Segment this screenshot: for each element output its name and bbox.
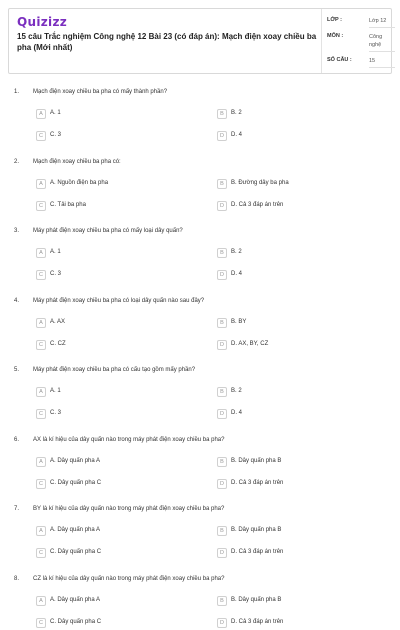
answer-option[interactable] bbox=[36, 387, 206, 399]
option-text: A. Dây quấn pha A bbox=[50, 458, 101, 464]
answer-option[interactable] bbox=[36, 340, 206, 352]
option-letter-box[interactable]: B bbox=[217, 248, 227, 258]
answer-option[interactable] bbox=[217, 340, 387, 352]
option-text: C. Tải ba pha bbox=[50, 202, 86, 208]
option-text: C. Dây quấn pha C bbox=[50, 549, 102, 555]
option-text: A. AX bbox=[50, 319, 66, 325]
option-letter-box[interactable]: C bbox=[36, 340, 46, 350]
option-letter-box[interactable]: B bbox=[217, 387, 227, 397]
option-letter-box[interactable]: B bbox=[217, 596, 227, 606]
answer-option[interactable] bbox=[36, 179, 206, 191]
option-letter-box[interactable]: B bbox=[217, 457, 227, 467]
meta-count-value: 15 bbox=[369, 58, 376, 64]
answer-option[interactable] bbox=[36, 318, 206, 330]
question-number: 1. bbox=[14, 89, 20, 95]
answer-option[interactable] bbox=[217, 479, 387, 491]
option-text: D. Cả 3 đáp án trên bbox=[231, 619, 284, 625]
answer-option[interactable] bbox=[217, 109, 387, 121]
meta-count-label: SỐ CÂU : bbox=[327, 57, 352, 63]
meta-underline bbox=[369, 51, 395, 52]
quizizz-logo: Quizizz bbox=[17, 15, 68, 29]
option-letter-box[interactable]: D bbox=[217, 548, 227, 558]
option-letter-box[interactable]: D bbox=[217, 270, 227, 280]
question-number: 4. bbox=[14, 298, 20, 304]
answer-option[interactable] bbox=[36, 618, 206, 630]
answer-option[interactable] bbox=[36, 131, 206, 143]
answer-option[interactable] bbox=[36, 548, 206, 560]
answer-option[interactable] bbox=[217, 387, 387, 399]
question-number: 8. bbox=[14, 576, 20, 582]
answer-option[interactable] bbox=[217, 248, 387, 260]
option-letter-box[interactable]: A bbox=[36, 318, 46, 328]
option-text: C. CZ bbox=[50, 341, 66, 347]
answer-option[interactable] bbox=[36, 457, 206, 469]
option-text: A. 1 bbox=[50, 110, 61, 116]
header-divider bbox=[321, 9, 322, 73]
answer-option[interactable] bbox=[36, 248, 206, 260]
option-text: B. 2 bbox=[231, 249, 242, 255]
question-number: 5. bbox=[14, 367, 20, 373]
meta-grade-label: LỚP : bbox=[327, 17, 342, 23]
question-number: 7. bbox=[14, 506, 20, 512]
question-text: Máy phát điện xoay chiều ba pha có loại dây quấn nào sau đây? bbox=[33, 298, 205, 304]
question-text: Mạch điện xoay chiều ba pha có: bbox=[33, 159, 121, 165]
option-text: D. Cả 3 đáp án trên bbox=[231, 549, 284, 555]
option-letter-box[interactable]: B bbox=[217, 318, 227, 328]
option-letter-box[interactable]: C bbox=[36, 618, 46, 628]
option-text: C. 3 bbox=[50, 271, 62, 277]
option-letter-box[interactable]: B bbox=[217, 526, 227, 536]
option-letter-box[interactable]: B bbox=[217, 179, 227, 189]
option-letter-box[interactable]: A bbox=[36, 179, 46, 189]
meta-underline bbox=[369, 67, 395, 68]
answer-option[interactable] bbox=[36, 409, 206, 421]
option-text: D. 4 bbox=[231, 410, 243, 416]
option-letter-box[interactable]: D bbox=[217, 201, 227, 211]
meta-underline bbox=[369, 27, 395, 28]
option-text: B. BY bbox=[231, 319, 247, 325]
answer-option[interactable] bbox=[36, 479, 206, 491]
option-text: B. Dây quấn pha B bbox=[231, 527, 282, 533]
question-number: 2. bbox=[14, 159, 20, 165]
option-text: D. 4 bbox=[231, 132, 243, 138]
answer-option[interactable] bbox=[36, 201, 206, 213]
option-letter-box[interactable]: C bbox=[36, 201, 46, 211]
meta-subject-label: MÔN : bbox=[327, 33, 344, 39]
option-text: C. 3 bbox=[50, 132, 62, 138]
meta-subject-value: Công nghệ bbox=[369, 34, 383, 48]
worksheet-header bbox=[8, 8, 392, 74]
answer-option[interactable] bbox=[217, 596, 387, 608]
worksheet-title: 15 câu Trắc nghiệm Công nghệ 12 Bài 23 (có đáp án): Mạch điện xoay chiều ba pha (Mới nhất) bbox=[17, 32, 317, 52]
answer-option[interactable] bbox=[217, 618, 387, 630]
option-letter-box[interactable]: C bbox=[36, 131, 46, 141]
question-number: 3. bbox=[14, 228, 20, 234]
answer-option[interactable] bbox=[217, 131, 387, 143]
option-text: D. AX, BY, CZ bbox=[231, 341, 269, 347]
option-text: A. Dây quấn pha A bbox=[50, 597, 101, 603]
option-letter-box[interactable]: C bbox=[36, 409, 46, 419]
option-text: B. 2 bbox=[231, 110, 242, 116]
option-text: D. Cả 3 đáp án trên bbox=[231, 202, 284, 208]
option-text: C. Dây quấn pha C bbox=[50, 480, 102, 486]
question-text: Máy phát điện xoay chiều ba pha có cấu tạo gồm mấy phần? bbox=[33, 367, 196, 373]
answer-option[interactable] bbox=[217, 201, 387, 213]
option-letter-box[interactable]: A bbox=[36, 248, 46, 258]
option-letter-box[interactable]: D bbox=[217, 409, 227, 419]
answer-option[interactable] bbox=[217, 318, 387, 330]
answer-option[interactable] bbox=[217, 548, 387, 560]
question-text: Máy phát điện xoay chiều ba pha có mấy loại dây quấn? bbox=[33, 228, 183, 234]
option-text: C. 3 bbox=[50, 410, 62, 416]
option-letter-box[interactable]: D bbox=[217, 340, 227, 350]
option-text: D. Cả 3 đáp án trên bbox=[231, 480, 284, 486]
answer-option[interactable] bbox=[217, 457, 387, 469]
option-text: A. Dây quấn pha A bbox=[50, 527, 101, 533]
question-text: AX là kí hiệu của dây quấn nào trong máy phát điện xoay chiều ba pha? bbox=[33, 437, 225, 443]
option-text: B. Dây quấn pha B bbox=[231, 458, 282, 464]
option-letter-box[interactable]: A bbox=[36, 596, 46, 606]
answer-option[interactable] bbox=[217, 526, 387, 538]
answer-option[interactable] bbox=[36, 109, 206, 121]
option-letter-box[interactable]: A bbox=[36, 457, 46, 467]
option-text: B. Đường dây ba pha bbox=[231, 180, 289, 186]
meta-grade-value: Lớp 12 bbox=[369, 18, 387, 24]
option-text: A. Nguồn điện ba pha bbox=[50, 180, 109, 186]
option-letter-box[interactable]: D bbox=[217, 479, 227, 489]
option-letter-box[interactable]: D bbox=[217, 131, 227, 141]
option-letter-box[interactable]: C bbox=[36, 548, 46, 558]
question-text: Mạch điện xoay chiều ba pha có mấy thành phần? bbox=[33, 89, 168, 95]
question-text: BY là kí hiệu của dây quấn nào trong máy phát điện xoay chiều ba pha? bbox=[33, 506, 225, 512]
answer-option[interactable] bbox=[217, 409, 387, 421]
answer-option[interactable] bbox=[217, 270, 387, 282]
option-text: A. 1 bbox=[50, 249, 61, 255]
option-letter-box[interactable]: C bbox=[36, 270, 46, 280]
question-text: CZ là kí hiệu của dây quấn nào trong máy phát điện xoay chiều ba pha? bbox=[33, 576, 225, 582]
option-letter-box[interactable]: A bbox=[36, 526, 46, 536]
option-text: A. 1 bbox=[50, 388, 61, 394]
answer-option[interactable] bbox=[36, 270, 206, 282]
option-letter-box[interactable]: D bbox=[217, 618, 227, 628]
question-number: 6. bbox=[14, 437, 20, 443]
option-letter-box[interactable]: C bbox=[36, 479, 46, 489]
option-text: D. 4 bbox=[231, 271, 243, 277]
option-text: C. Dây quấn pha C bbox=[50, 619, 102, 625]
answer-option[interactable] bbox=[36, 526, 206, 538]
option-letter-box[interactable]: B bbox=[217, 109, 227, 119]
option-letter-box[interactable]: A bbox=[36, 387, 46, 397]
option-text: B. 2 bbox=[231, 388, 242, 394]
option-letter-box[interactable]: A bbox=[36, 109, 46, 119]
answer-option[interactable] bbox=[36, 596, 206, 608]
answer-option[interactable] bbox=[217, 179, 387, 191]
option-text: B. Dây quấn pha B bbox=[231, 597, 282, 603]
